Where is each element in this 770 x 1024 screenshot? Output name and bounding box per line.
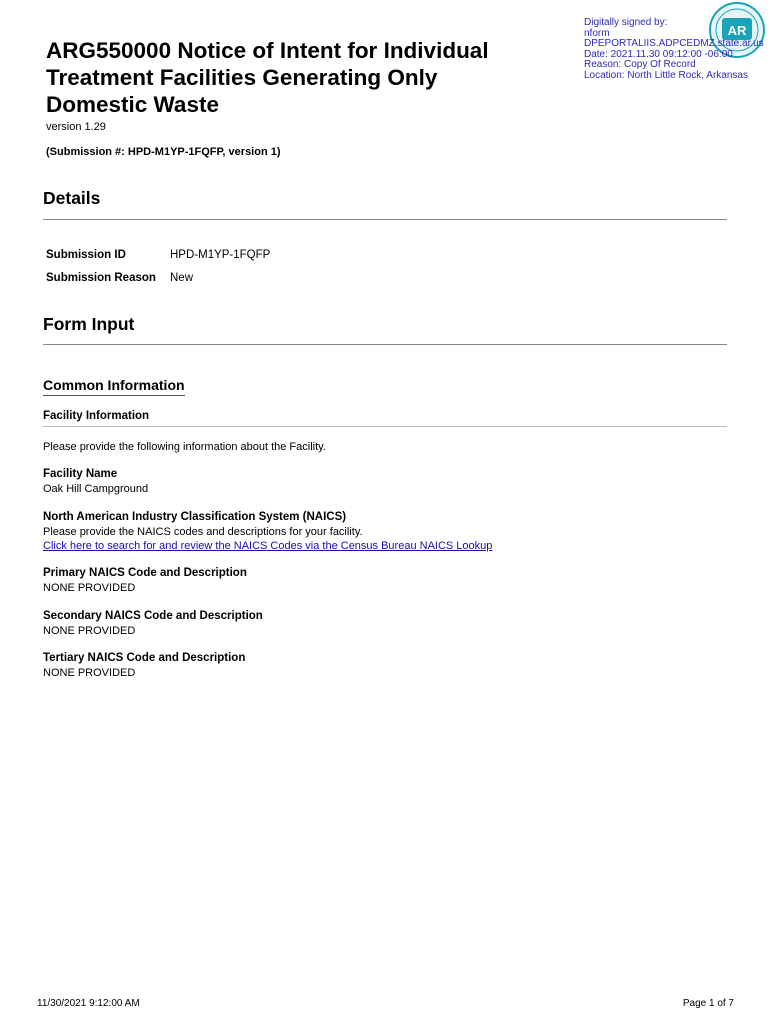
footer-timestamp: 11/30/2021 9:12:00 AM <box>37 998 140 1009</box>
signature-line: nform <box>584 27 610 39</box>
form-input-heading: Form Input <box>43 314 135 334</box>
submission-reason-value: New <box>170 272 194 284</box>
signature-line: Digitally signed by: <box>584 17 668 28</box>
submission-reason-label: Submission Reason <box>46 272 156 284</box>
title-line: Treatment Facilities Generating Only <box>46 65 438 90</box>
facility-name-label: Facility Name <box>43 468 118 480</box>
signature-line: Location: North Little Rock, Arkansas <box>584 69 748 81</box>
details-heading: Details <box>43 188 101 208</box>
secondary-naics-label: Secondary NAICS Code and Description <box>43 610 263 622</box>
primary-naics-value: NONE PROVIDED <box>43 582 136 594</box>
primary-naics-label: Primary NAICS Code and Description <box>43 567 247 579</box>
form-version: version 1.29 <box>46 121 106 133</box>
naics-lookup-link[interactable]: Click here to search for and review the NAICS Codes via the Census Bureau NAICS Lookup <box>43 540 493 552</box>
tertiary-naics-label: Tertiary NAICS Code and Description <box>43 652 246 664</box>
facility-information-divider <box>43 426 727 427</box>
naics-help-text: Please provide the NAICS codes and descriptions for your facility. <box>43 526 363 538</box>
facility-information-heading: Facility Information <box>43 410 150 422</box>
digital-signature <box>584 18 764 81</box>
details-divider <box>43 219 727 220</box>
submission-id-value: HPD-M1YP-1FQFP <box>170 249 271 261</box>
signature-line: Date: 2021.11.30 09:12:00 -06:00 <box>584 48 733 60</box>
signature-line: DPEPORTALIIS.ADPCEDMZ.state.ar.us <box>584 38 764 49</box>
secondary-naics-value: NONE PROVIDED <box>43 625 136 637</box>
tertiary-naics-value: NONE PROVIDED <box>43 667 136 679</box>
common-information-heading: Common Information <box>43 377 185 396</box>
title-line: Domestic Waste <box>46 92 219 117</box>
facility-intro-text: Please provide the following information about the Facility. <box>43 441 326 453</box>
page-number: Page 1 of 7 <box>682 998 734 1009</box>
signature-line: Reason: Copy Of Record <box>584 59 696 70</box>
submission-id-label: Submission ID <box>46 249 126 261</box>
facility-name-value: Oak Hill Campground <box>43 483 149 495</box>
form-input-divider <box>43 344 727 345</box>
submission-number: (Submission #: HPD-M1YP-1FQFP, version 1) <box>46 146 281 158</box>
naics-label: North American Industry Classification System (NAICS) <box>43 511 347 523</box>
document-title <box>46 37 566 118</box>
svg-text:AR: AR <box>727 23 747 38</box>
title-line: ARG550000 Notice of Intent for Individual <box>46 38 489 63</box>
